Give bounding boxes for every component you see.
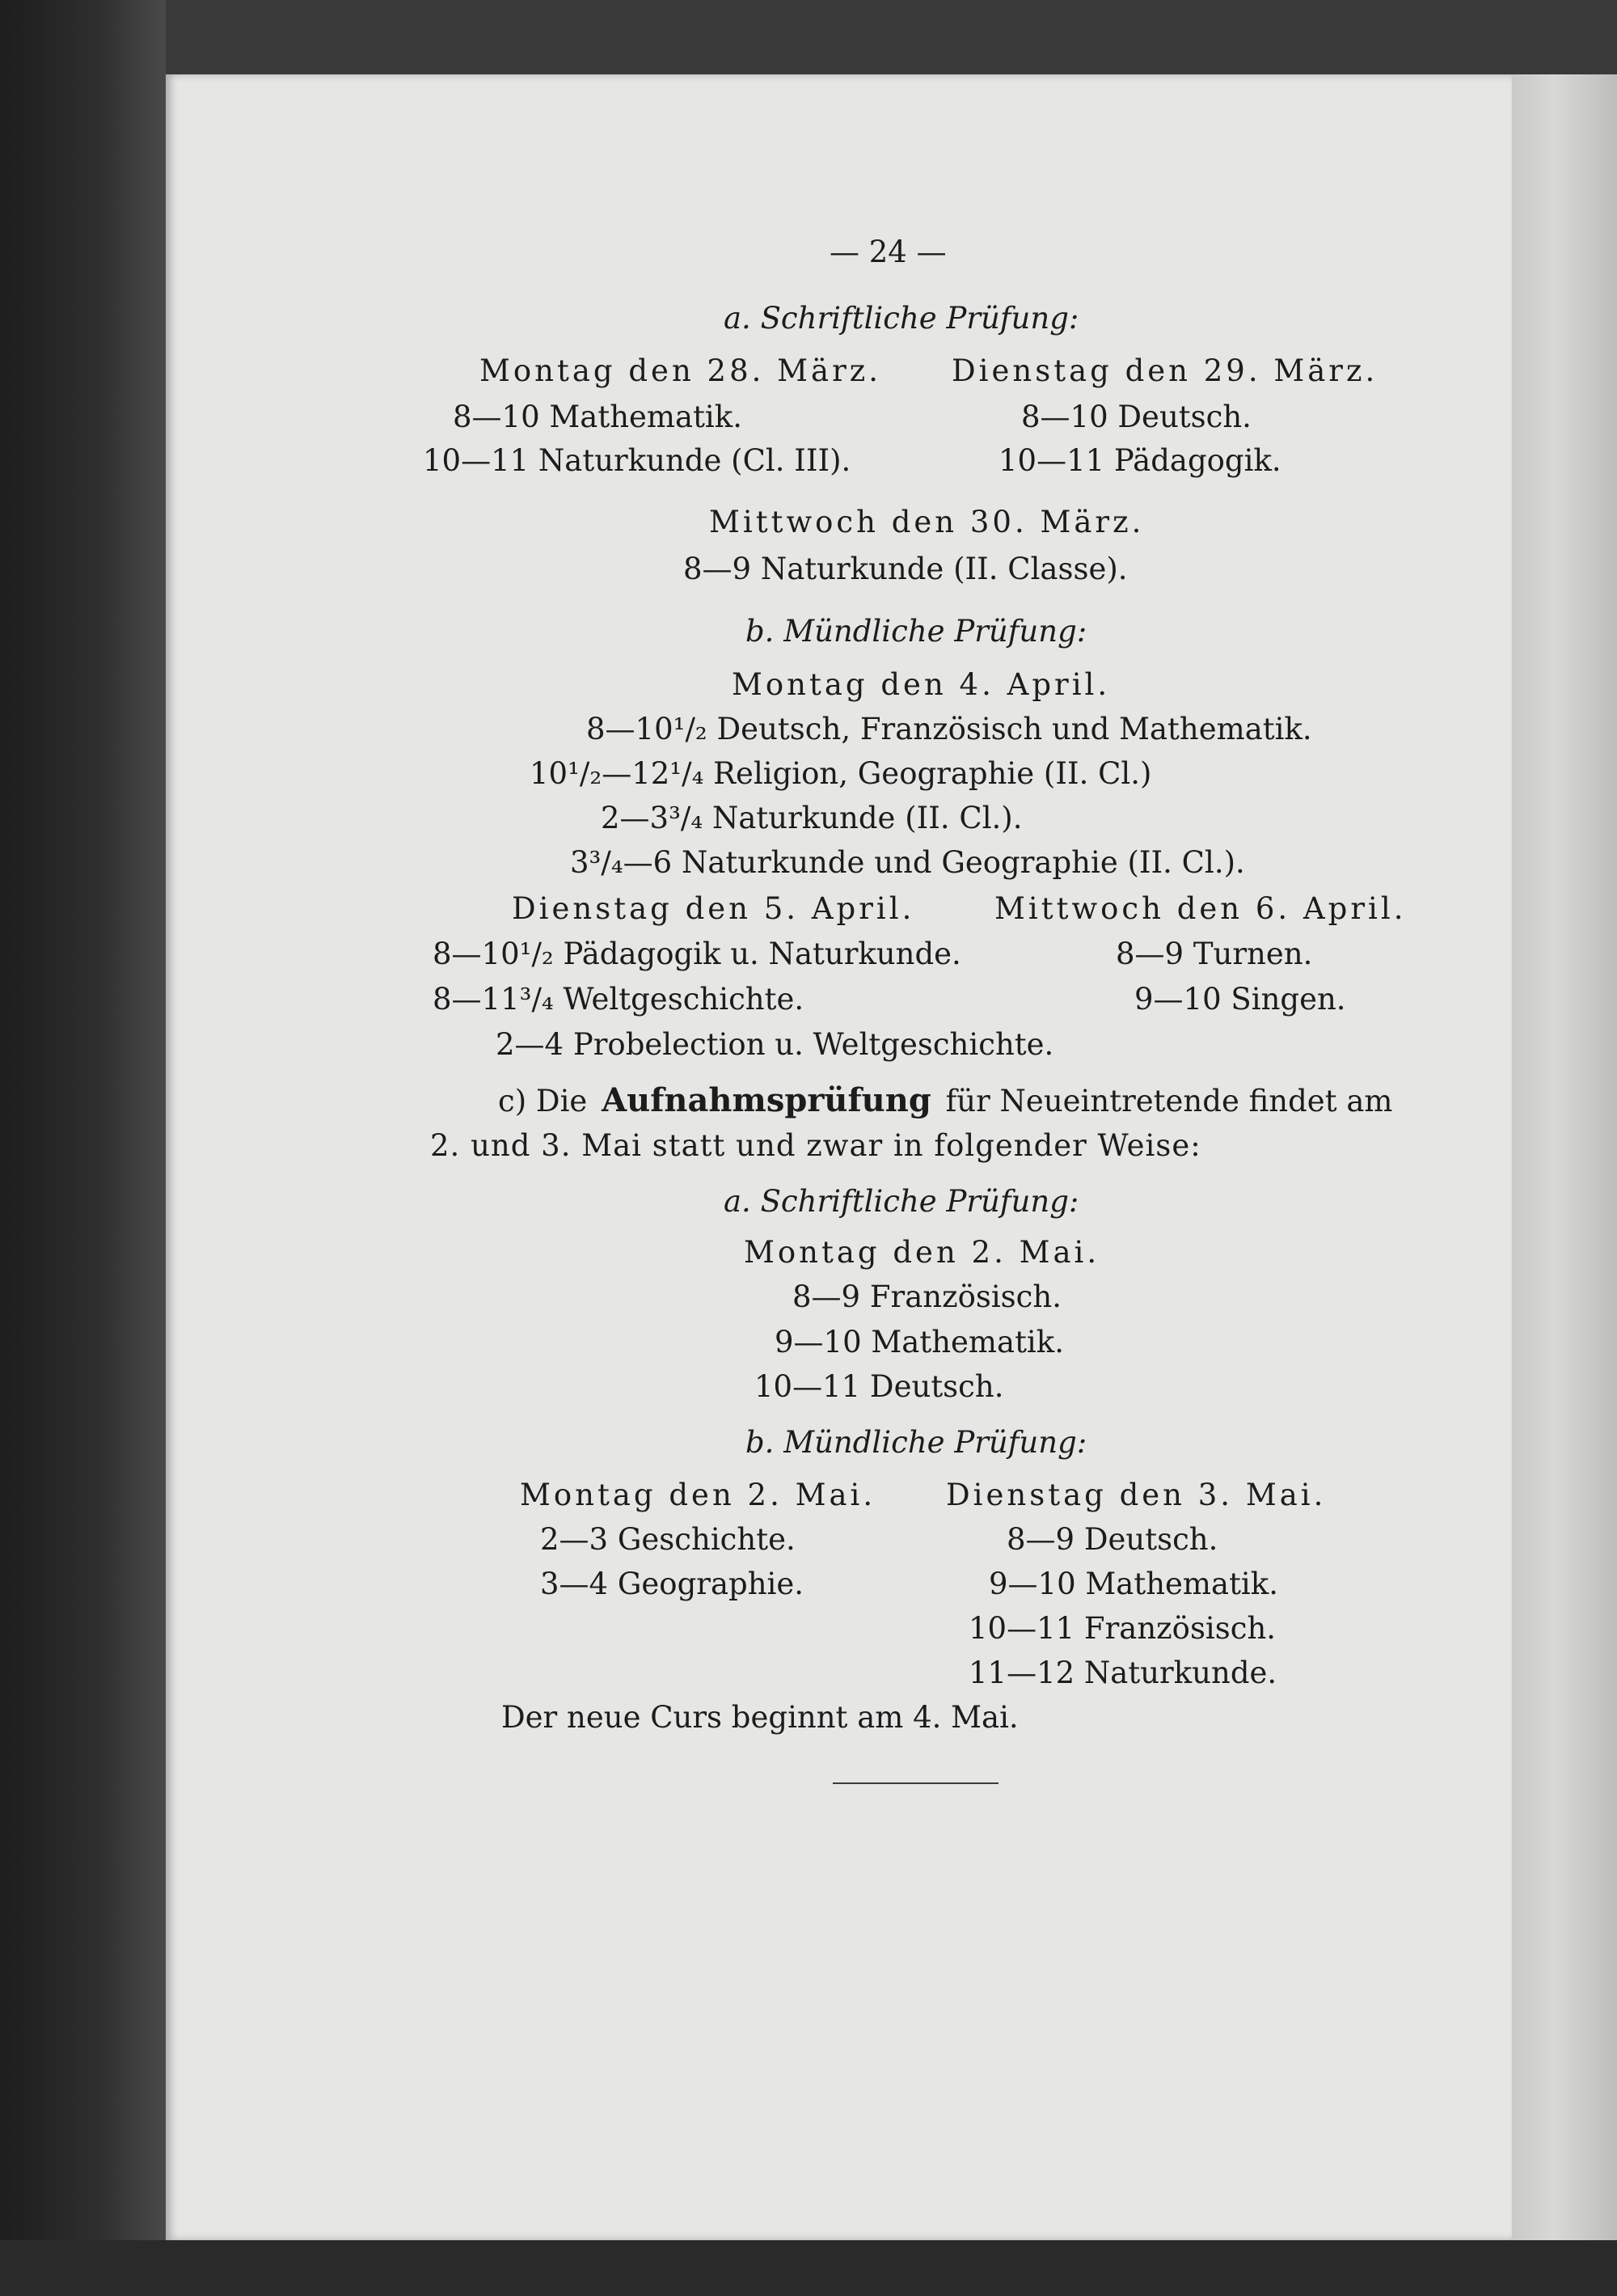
written-day1-label: Montag den 28. März. bbox=[479, 353, 882, 388]
document-page bbox=[166, 74, 1512, 2240]
oral-day2-item-2: 8—11³/₄ Weltgeschichte. bbox=[433, 982, 804, 1017]
oral-day2-item-1: 8—10¹/₂ Pädagogik u. Naturkunde. bbox=[433, 937, 961, 971]
admission-oral-day2-item-2: 9—10 Mathematik. bbox=[989, 1567, 1278, 1601]
oral-day1-item-1: 8—10¹/₂ Deutsch, Französisch und Mathematik. bbox=[586, 712, 1312, 746]
closing-note: Der neue Curs beginnt am 4. Mai. bbox=[501, 1700, 1019, 1735]
admission-written-item-2: 9—10 Mathematik. bbox=[775, 1325, 1064, 1359]
admission-oral-day1-label: Montag den 2. Mai. bbox=[520, 1478, 876, 1512]
oral-day2-label: Dienstag den 5. April. bbox=[512, 891, 915, 926]
end-rule bbox=[833, 1782, 998, 1784]
written-day1-item-1: 8—10 Mathematik. bbox=[453, 400, 742, 434]
oral-day3-item-1: 8—9 Turnen. bbox=[1116, 937, 1313, 971]
admission-highlight: Aufnahmsprüfung bbox=[602, 1081, 931, 1119]
admission-oral-day2-item-1: 8—9 Deutsch. bbox=[1007, 1522, 1218, 1557]
written-day3-label: Mittwoch den 30. März. bbox=[709, 505, 1145, 539]
page-number: — 24 — bbox=[830, 235, 947, 269]
admission-prefix: c) Die bbox=[498, 1084, 588, 1118]
admission-written-heading: a. Schriftliche Prüfung: bbox=[724, 1184, 1079, 1219]
written-day2-label: Dienstag den 29. März. bbox=[952, 353, 1378, 388]
admission-oral-heading: b. Mündliche Prüfung: bbox=[745, 1425, 1087, 1460]
admission-paragraph-line-2: 2. und 3. Mai statt und zwar in folgender Weise: bbox=[430, 1128, 1201, 1163]
oral-day1-item-3: 2—3³/₄ Naturkunde (II. Cl.). bbox=[601, 801, 1023, 835]
written-exam-heading: a. Schriftliche Prüfung: bbox=[724, 301, 1079, 336]
admission-oral-day2-label: Dienstag den 3. Mai. bbox=[946, 1478, 1327, 1512]
oral-exam-heading: b. Mündliche Prüfung: bbox=[745, 614, 1087, 649]
oral-day1-item-2: 10¹/₂—12¹/₄ Religion, Geographie (II. Cl.) bbox=[530, 756, 1152, 791]
admission-written-day: Montag den 2. Mai. bbox=[744, 1235, 1100, 1270]
admission-oral-day1-item-1: 2—3 Geschichte. bbox=[540, 1522, 796, 1557]
admission-written-item-1: 8—9 Französisch. bbox=[792, 1279, 1062, 1314]
scan-background-left bbox=[0, 0, 166, 2296]
oral-day3-item-2: 9—10 Singen. bbox=[1134, 982, 1346, 1017]
oral-day2-item-3: 2—4 Probelection u. Weltgeschichte. bbox=[496, 1027, 1054, 1062]
next-page-edge bbox=[1512, 74, 1617, 2240]
written-day1-item-2: 10—11 Naturkunde (Cl. III). bbox=[423, 443, 851, 478]
scan-background-bottom bbox=[0, 2240, 1617, 2296]
admission-rest-line-1: für Neueintretende findet am bbox=[945, 1084, 1393, 1118]
admission-written-item-3: 10—11 Deutsch. bbox=[754, 1369, 1004, 1404]
written-day3-item-1: 8—9 Naturkunde (II. Classe). bbox=[683, 552, 1128, 586]
oral-day1-item-4: 3³/₄—6 Naturkunde und Geographie (II. Cl.). bbox=[570, 845, 1245, 880]
admission-oral-day2-item-3: 10—11 Französisch. bbox=[969, 1611, 1277, 1646]
admission-oral-day1-item-2: 3—4 Geographie. bbox=[540, 1567, 804, 1601]
written-day2-item-2: 10—11 Pädagogik. bbox=[998, 443, 1281, 478]
oral-day3-label: Mittwoch den 6. April. bbox=[994, 891, 1407, 926]
admission-paragraph-line-1 bbox=[498, 1081, 1392, 1119]
oral-day1-label: Montag den 4. April. bbox=[732, 667, 1111, 702]
written-day2-item-1: 8—10 Deutsch. bbox=[1021, 400, 1252, 434]
admission-oral-day2-item-4: 11—12 Naturkunde. bbox=[969, 1655, 1277, 1690]
